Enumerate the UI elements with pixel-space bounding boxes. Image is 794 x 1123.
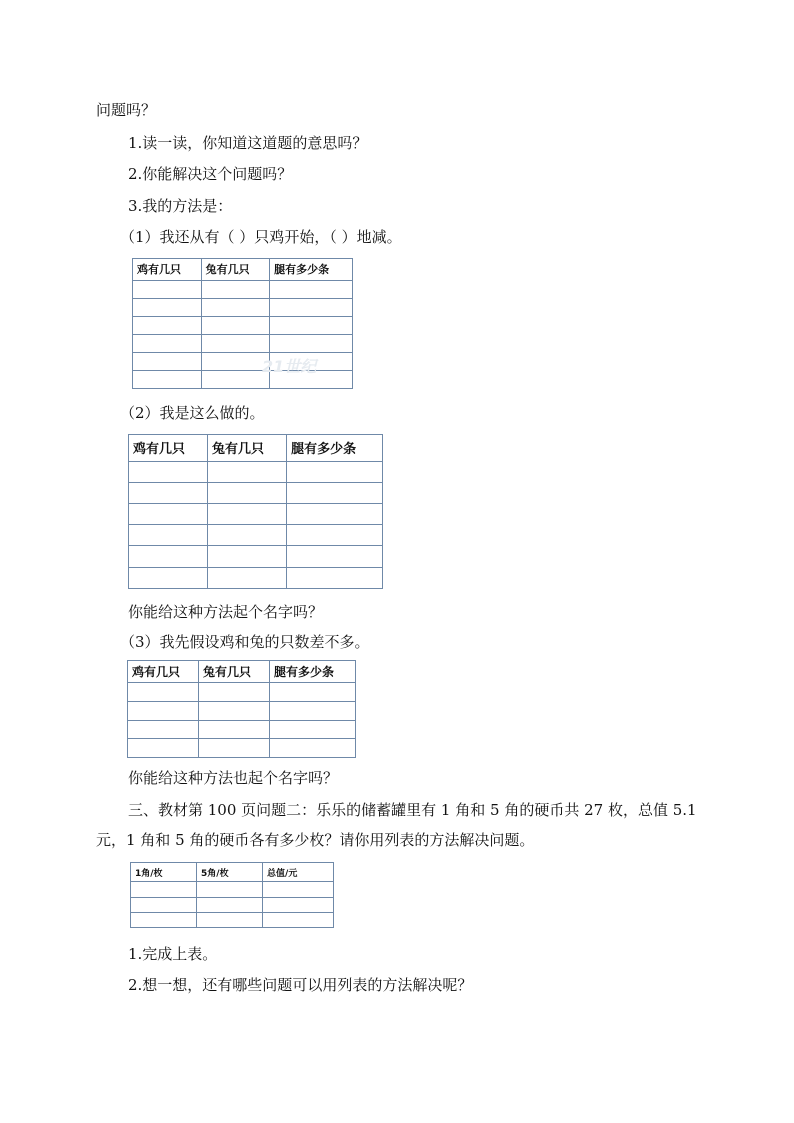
table-row [131, 882, 334, 897]
table-header-row [131, 863, 334, 882]
table-empty-cell[interactable] [131, 912, 197, 927]
table-empty-cell[interactable] [197, 882, 263, 897]
table-row [133, 316, 353, 334]
task-1: 1.完成上表。 [128, 945, 218, 963]
table-empty-cell[interactable] [129, 525, 208, 546]
table-header-cell: 鸡有几只 [129, 435, 208, 462]
table-header-row [133, 259, 353, 281]
naming-question-2: 你能给这种方法也起个名字吗？ [128, 769, 339, 787]
table-empty-cell[interactable] [128, 739, 199, 758]
table-4 [130, 862, 334, 928]
table-header-cell: 兔有几只 [199, 661, 270, 683]
table-row [129, 482, 383, 503]
table-empty-cell[interactable] [287, 546, 383, 567]
table-empty-cell[interactable] [129, 546, 208, 567]
table-empty-cell[interactable] [208, 546, 287, 567]
table-empty-cell[interactable] [270, 739, 356, 758]
table-empty-cell[interactable] [133, 280, 202, 298]
question-1: 1.读一读，你知道这道题的意思吗？ [128, 134, 368, 152]
table-empty-cell[interactable] [287, 525, 383, 546]
table-row [133, 280, 353, 298]
table-empty-cell[interactable] [131, 897, 197, 912]
table-row [133, 334, 353, 352]
table-row [129, 546, 383, 567]
table-empty-cell[interactable] [263, 912, 334, 927]
table-empty-cell[interactable] [263, 897, 334, 912]
table-empty-cell[interactable] [201, 352, 270, 370]
table-empty-cell[interactable] [128, 702, 199, 721]
table-header-cell: 腿有多少条 [287, 435, 383, 462]
table-empty-cell[interactable] [199, 720, 270, 739]
table-empty-cell[interactable] [133, 334, 202, 352]
table-empty-cell[interactable] [128, 720, 199, 739]
table-empty-cell[interactable] [287, 482, 383, 503]
table-header-cell: 鸡有几只 [128, 661, 199, 683]
question-3: 3.我的方法是： [128, 197, 233, 215]
table-empty-cell[interactable] [129, 504, 208, 525]
table-row [131, 897, 334, 912]
table-empty-cell[interactable] [201, 280, 270, 298]
table-header-row [128, 661, 356, 683]
table-header-cell: 5角/枚 [197, 863, 263, 882]
table-header-cell: 兔有几只 [201, 259, 270, 281]
naming-question-1: 你能给这种方法起个名字吗？ [128, 603, 324, 621]
table-empty-cell[interactable] [129, 567, 208, 588]
table-empty-cell[interactable] [201, 370, 270, 388]
method-2-text: （2）我是这么做的。 [120, 404, 265, 422]
table-empty-cell[interactable] [133, 352, 202, 370]
table-row [133, 352, 353, 370]
table-empty-cell[interactable] [270, 702, 356, 721]
table-header-row [129, 435, 383, 462]
table-row [128, 702, 356, 721]
table-empty-cell[interactable] [270, 334, 353, 352]
table-row [133, 298, 353, 316]
table-empty-cell[interactable] [133, 316, 202, 334]
table-empty-cell[interactable] [201, 334, 270, 352]
table-row [128, 683, 356, 702]
method-3-text: （3）我先假设鸡和兔的只数差不多。 [120, 633, 370, 651]
table-empty-cell[interactable] [131, 882, 197, 897]
question-2: 2.你能解决这个问题吗？ [128, 165, 293, 183]
table-2 [128, 434, 383, 589]
table-3 [127, 660, 356, 758]
table-empty-cell[interactable] [199, 683, 270, 702]
table-header-cell: 1角/枚 [131, 863, 197, 882]
table-row [131, 912, 334, 927]
table-empty-cell[interactable] [199, 702, 270, 721]
table-row [129, 567, 383, 588]
table-row [128, 739, 356, 758]
problem-text: 三、教材第 100 页问题二：乐乐的储蓄罐里有 1 角和 5 角的硬币共 27 枚，总值 5.1 [128, 801, 697, 819]
text-line: 问题吗？ [96, 101, 157, 119]
table-1 [132, 258, 353, 389]
table-row [128, 720, 356, 739]
table-row [133, 370, 353, 388]
table-empty-cell[interactable] [263, 882, 334, 897]
table-row [129, 525, 383, 546]
table-empty-cell[interactable] [208, 567, 287, 588]
table-empty-cell[interactable] [201, 316, 270, 334]
table-empty-cell[interactable] [197, 897, 263, 912]
table-empty-cell[interactable] [197, 912, 263, 927]
table-empty-cell[interactable] [270, 316, 353, 334]
table-header-cell: 总值/元 [263, 863, 334, 882]
task-2: 2.想一想，还有哪些问题可以用列表的方法解决呢？ [128, 976, 473, 994]
table-empty-cell[interactable] [270, 280, 353, 298]
table-empty-cell[interactable] [129, 482, 208, 503]
table-empty-cell[interactable] [208, 504, 287, 525]
table-empty-cell[interactable] [208, 482, 287, 503]
table-empty-cell[interactable] [287, 504, 383, 525]
table-row [129, 504, 383, 525]
table-empty-cell[interactable] [208, 525, 287, 546]
table-empty-cell[interactable] [287, 567, 383, 588]
problem-text-continued: 元，1 角和 5 角的硬币各有多少枚？请你用列表的方法解决问题。 [96, 831, 535, 849]
table-empty-cell[interactable] [287, 461, 383, 482]
table-empty-cell[interactable] [133, 370, 202, 388]
table-empty-cell[interactable] [270, 683, 356, 702]
table-empty-cell[interactable] [199, 739, 270, 758]
table-empty-cell[interactable] [133, 298, 202, 316]
table-empty-cell[interactable] [270, 720, 356, 739]
table-empty-cell[interactable] [128, 683, 199, 702]
table-header-cell: 腿有多少条 [270, 259, 353, 281]
table-empty-cell[interactable] [201, 298, 270, 316]
table-header-cell: 鸡有几只 [133, 259, 202, 281]
table-header-cell: 兔有几只 [208, 435, 287, 462]
table-row [129, 461, 383, 482]
table-header-cell: 腿有多少条 [270, 661, 356, 683]
table-empty-cell[interactable] [129, 461, 208, 482]
method-1-text: （1）我还从有（ ）只鸡开始，（ ）地减。 [120, 228, 402, 246]
table-empty-cell[interactable] [270, 298, 353, 316]
watermark-logo: 21世纪 [262, 357, 317, 376]
table-empty-cell[interactable] [208, 461, 287, 482]
